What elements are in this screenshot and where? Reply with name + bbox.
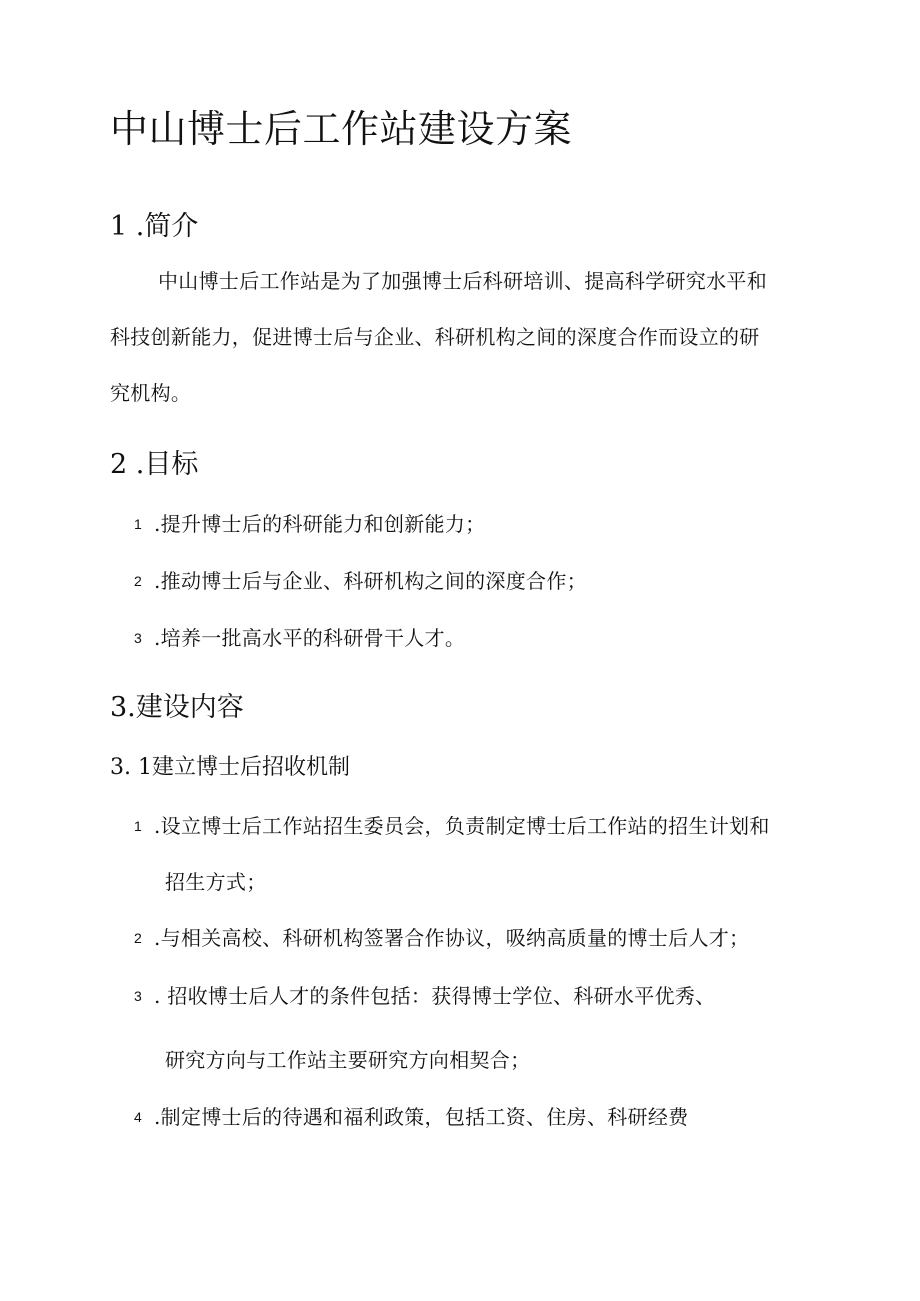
intro-paragraph-line: 究机构。 [110,381,192,405]
goal-item [134,628,465,648]
recruitment-item [134,1107,688,1127]
goal-item-number: 3 [134,630,143,646]
section-heading-intro: 1 .简介 [110,211,199,242]
intro-paragraph-line: 中山博士后工作站是为了加强博士后科研培训、提高科学研究水平和 [158,269,767,293]
section-heading-goals: 2 .目标 [110,449,199,480]
recruitment-item-text: .与相关高校、科研机构签署合作协议，吸纳高质量的博士后人才； [154,926,750,950]
recruitment-item [134,928,749,948]
goal-item-text: .推动博士后与企业、科研机构之间的深度合作； [154,569,587,593]
intro-paragraph-line: 科技创新能力，促进博士后与企业、科研机构之间的深度合作而设立的研 [110,325,760,349]
goal-item-number: 2 [134,573,143,589]
section-heading-construction: 3.建设内容 [110,692,244,723]
recruitment-item-number: 2 [134,930,143,946]
recruitment-item [134,816,770,836]
subsection-heading-recruitment: 3. 1建立博士后招收机制 [110,755,350,780]
recruitment-item-continuation: 招生方式； [165,870,267,894]
recruitment-item-number: 1 [134,818,143,834]
goal-item-number: 1 [134,516,143,532]
recruitment-item-text: .设立博士后工作站招生委员会，负责制定博士后工作站的招生计划和 [154,814,770,838]
recruitment-item-number: 4 [134,1109,143,1125]
goal-item [134,514,485,534]
recruitment-item-text: . 招收博士后人才的条件包括：获得博士学位、科研水平优秀、 [154,984,716,1008]
goal-item [134,571,587,591]
goal-item-text: .提升博士后的科研能力和创新能力； [154,512,486,536]
recruitment-item-number: 3 [134,988,143,1004]
goal-item-text: .培养一批高水平的科研骨干人才。 [154,626,466,650]
recruitment-item-continuation: 研究方向与工作站主要研究方向相契合； [165,1048,531,1072]
recruitment-item [134,986,715,1006]
document-title: 中山博士后工作站建设方案 [110,107,573,151]
recruitment-item-text: .制定博士后的待遇和福利政策，包括工资、住房、科研经费 [154,1105,689,1129]
